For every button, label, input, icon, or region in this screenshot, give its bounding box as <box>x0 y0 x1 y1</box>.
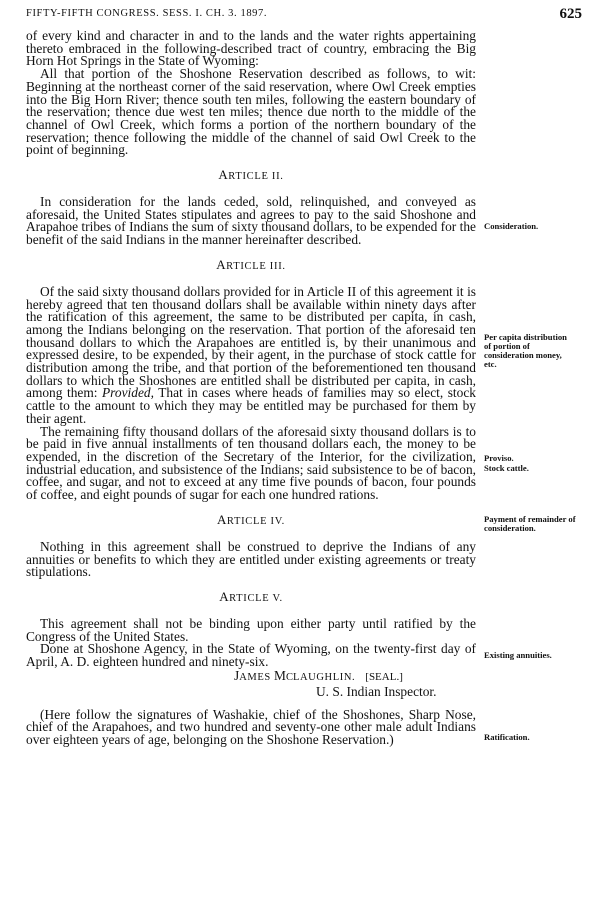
paragraph-remaining-payments: The remaining fifty thousand dollars of the aforesaid sixty thousand dollars is to be paid in five annual installments of ten thousand dollars each, the money to be expended, in the discretion of the Secretary of the Interior, for the civilization, industrial education, and subsistence of the Indians; said subsistence to be of bacon, coffee, and sugar, and not to exceed at any time five pounds of bacon, four pounds of coffee, and eight pounds of sugar for each one hundred rations. <box>26 423 476 503</box>
page-number: 625 <box>559 6 582 22</box>
margin-note-proviso: Proviso. <box>484 453 514 463</box>
margin-note-payment: Payment of remainder of consideration. <box>484 514 576 533</box>
paragraph-signatures-note: (Here follow the signatures of Washakie, chief of the Shoshones, Sharp Nose, chief of the Arapahoes, and two hundred and seventy-one other male adult Indians over eighteen years of age, belonging on the Shoshone Reservation.) <box>26 706 476 748</box>
paragraph-annuities: Nothing in this agreement shall be construed to deprive the Indians of any annuities or benefits to which they are entitled under existing agreements or treaty stipulations. <box>26 538 476 580</box>
margin-note-consideration: Consideration. <box>484 221 539 231</box>
page-body <box>26 30 476 747</box>
paragraph-intro: of every kind and character in and to the lands and the water rights appertaining thereto embraced in the following-described tract of country, embracing the Big Horn Hot Springs in the State of Wyoming: <box>26 28 476 69</box>
paragraph-distribution: Of the said sixty thousand dollars provided for in Article II of this agreement it is hereby agreed that ten thousand dollars shall be available within ninety days after the ratification of this agreement, the same to be distributed per capita, in cash, among the Indians belonging on the reservation. That portion of the aforesaid ten thousand dollars to which the Arapahoes are entitled is, by their unanimous and expressed desire, to be expended, by their agent, in the purchase of stock cattle for distribution among the tribe, and that portion of the beforementioned ten thousand dollars to which the Shoshones are entitled shall be distributed per capita, in cash, among them: Provided, That in cases where heads of families may so elect, stock cattle to the amount to which they may be entitled may be purchased for them by their agent. <box>26 283 476 426</box>
signatory-name: JAMES MCLAUGHLIN. [SEAL.] <box>234 667 403 683</box>
margin-note-existing-annuities: Existing annuities. <box>484 650 552 660</box>
paragraph-ratification: This agreement shall not be binding upon either party until ratified by the Congress of the United States. <box>26 615 476 644</box>
margin-note-per-capita: Per capita distribution of portion of consideration money, etc. <box>484 332 567 369</box>
paragraph-tract-description: All that portion of the Shoshone Reservation described as follows, to wit: Beginning at the northeast corner of the said reservation, where Owl Creek empties into the Big Horn River; thence south ten miles, following the eastern boundary of the reservation; thence due west ten miles; thence due north to the middle of the channel of Owl Creek, which forms a portion of the northern boundary of the reservation; thence following the middle of the channel of said Owl Creek to the point of beginning. <box>26 66 476 158</box>
provided-term: Provided, <box>102 385 154 401</box>
signatory-title: U. S. Indian Inspector. <box>316 683 437 699</box>
article-v-heading: ARTICLE V. <box>219 588 283 604</box>
article-iii-heading: ARTICLE III. <box>216 256 286 272</box>
paragraph-consideration: In consideration for the lands ceded, sold, relinquished, and conveyed as aforesaid, the United States stipulates and agrees to pay to the said Shoshone and Arapahoe tribes of Indians the sum of sixty thousand dollars, to be expended for the benefit of the said Indians in the manner hereinafter described. <box>26 194 476 248</box>
seal-mark: [SEAL.] <box>365 670 403 683</box>
article-iv-heading: ARTICLE IV. <box>217 511 285 527</box>
running-header <box>26 6 582 22</box>
article-ii-heading: ARTICLE II. <box>218 167 284 183</box>
margin-note-ratification: Ratification. <box>484 732 530 742</box>
running-title: FIFTY-FIFTH CONGRESS. SESS. I. CH. 3. 1897. <box>26 8 268 19</box>
margin-note-stock-cattle: Stock cattle. <box>484 463 529 473</box>
paragraph-done-at: Done at Shoshone Agency, in the State of Wyoming, on the twenty-first day of April, A. D. eighteen hundred and ninety-six. <box>26 641 476 670</box>
